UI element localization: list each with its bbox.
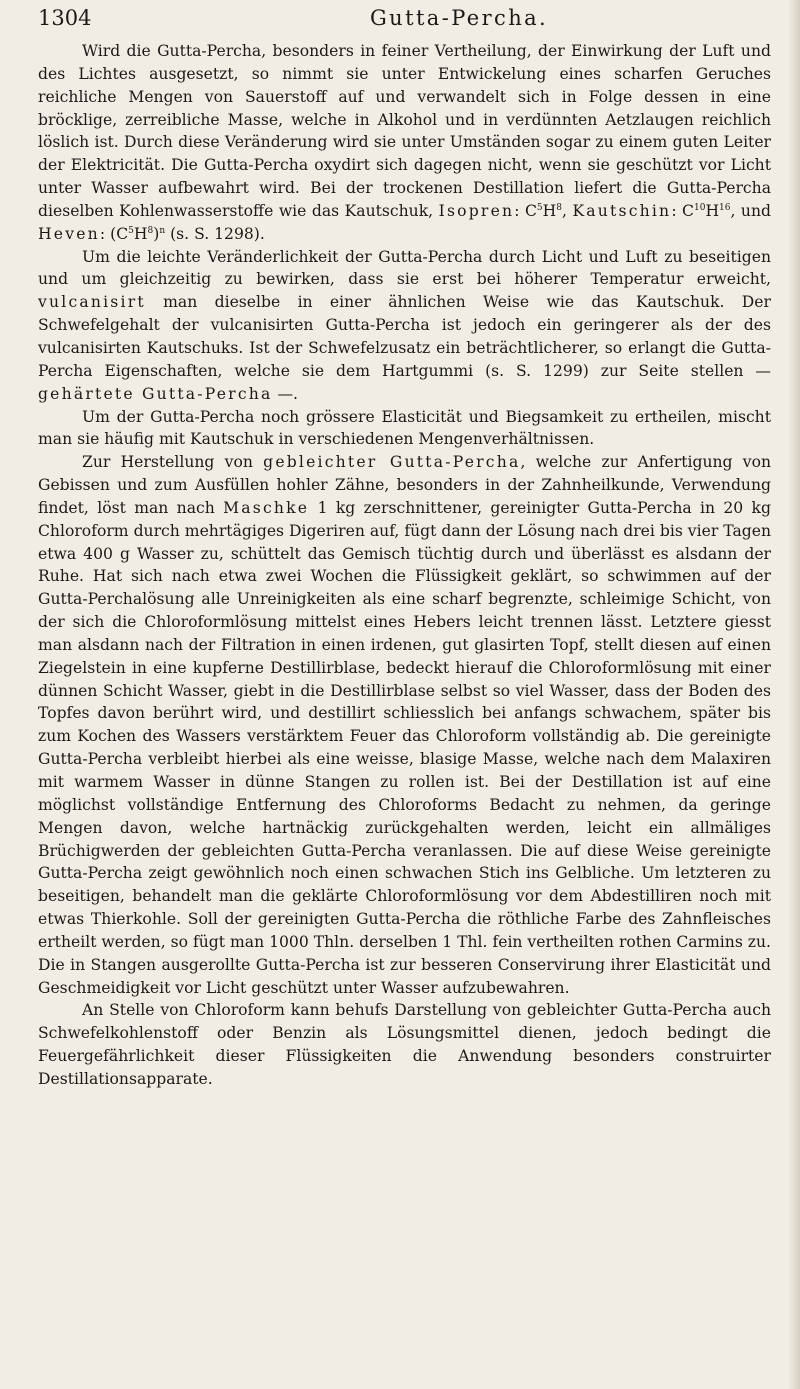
formula-sup: 16 bbox=[719, 202, 731, 213]
paragraph-oxidation bbox=[38, 40, 771, 246]
formula-sup: 10 bbox=[693, 202, 706, 213]
text-run: : C bbox=[671, 201, 694, 220]
body-text bbox=[38, 40, 771, 1091]
text-run: An Stelle von Chloroform kann behufs Darstellung von gebleichter Gutta-Percha auch Schwefelkohlenstoff oder Benzin als Lösungsmittel dienen, jedoch bedingt die Feuergefährlichkeit dieser Flüssigkeiten die Anwendung besonders construirter Destillationsapparate. bbox=[38, 1001, 771, 1088]
text-run: , welche zur Anfertigung von Gebissen und zum Ausfüllen hohler Zähne, besonders in der Zahnheilkunde, Verwendung findet, löst man nach bbox=[38, 453, 772, 517]
formula-sup: 8 bbox=[147, 225, 154, 236]
text-run: Zur Herstellung von bbox=[82, 453, 264, 472]
paragraph-elasticity bbox=[38, 406, 771, 452]
paragraph-vulcanisation bbox=[38, 246, 771, 406]
term-gehaertete-gutta-percha: gehärtete Gutta-Percha bbox=[38, 384, 273, 403]
text-run: 1 kg zerschnittener, gereinigter Gutta-Percha in 20 kg Chloroform durch mehrtägiges Digeriren auf, fügt dann der Lösung nach drei bis vier Tagen etwa 400 g Wasser zu, schüttelt das Gemisch tüchtig durch und überlässt es alsdann der Ruhe. Hat sich nach etwa zwei Wochen die Flüssigkeit geklärt, so schwimmen auf der Gutta-Perchalösung alle Unreinigkeiten als eine scharf begrenzte, schleimige Schicht, von der sich die Chloroformlösung mittelst eines Hebers leicht trennen lässt. Letztere giesst man alsdann nach der Filtration in einen irdenen, gut glasirten Topf, stellt diesen auf einen Ziegelstein in eine kupferne Destillirblase, bedeckt hierauf die Chloroformlösung mit einer dünnen Schicht Wasser, giebt in die Destillirblase selbst so viel Wasser, dass der Boden des Topfes davon berührt wird, und destillirt schliesslich bei anfangs schwachem, später bis zum Kochen des Wassers verstärktem Feuer das Chloroform vollständig ab. Die gereinigte Gutta-Percha verbleibt hierbei als eine weisse, blasige Masse, welche nach dem Malaxiren mit warmem Wasser in dünne Stangen zu rollen ist. Bei der Destillation ist auf eine möglichst vollständige Entfernung des Chloroforms Bedacht zu nehmen, da geringe Mengen davon, welche hartnäckig zurückgehalten werden, leicht ein allmäliges Brüchigwerden der gebleichten Gutta-Percha veranlassen. Die auf diese Weise gereinigte Gutta-Percha zeigt gewöhnlich noch einen schwachen Stich ins Gelbliche. Um letzteren zu beseitigen, behandelt man die geklärte Chloroformlösung vor dem Abdestilliren noch mit etwas Thierkohle. Soll der gereinigten Gutta-Percha die röthliche Farbe des Zahnfleisches ertheilt werden, so fügt man 1000 Thln. derselben 1 Thl. fein vertheilten rothen Carmins zu. Die in Stangen ausgerollte Gutta-Percha ist zur besseren Conservirung ihrer Elasticität und Geschmeidigkeit vor Licht geschützt unter Wasser aufzubewahren. bbox=[38, 498, 771, 997]
text-run: : (C bbox=[99, 224, 129, 243]
text-run: Wird die Gutta-Percha, besonders in feiner Vertheilung, der Einwirkung der Luft und des Lichtes ausgesetzt, so nimmt sie unter Entwickelung eines scharfen Geruches reichliche Mengen von Sauerstoff auf und verwandelt sich in Folge dessen in eine bröcklige, zerreibliche Masse, welche in Alkohol und in verdünnten Aetzlaugen reichlich löslich ist. Durch diese Veränderung wird sie unter Umständen sogar zu einem guten Leiter der Elektricität. Die Gutta-Percha oxydirt sich dagegen nicht, wenn sie geschützt vor Licht unter Wasser aufbewahrt wird. Bei der trockenen Destillation liefert die Gutta-Percha dieselben Kohlenwasserstoffe wie das Kautschuk, bbox=[38, 42, 771, 220]
formula-sup: 8 bbox=[556, 202, 562, 213]
text-run: H bbox=[133, 224, 148, 243]
paragraph-bleaching bbox=[38, 451, 771, 999]
formula-sup: n bbox=[159, 225, 166, 236]
text-run: man dieselbe in einer ähnlichen Weise wie das Kautschuk. Der Schwefelgehalt der vulcanisirten Gutta-Percha ist jedoch ein geringerer als der des vulcanisirten Kautschuks. Ist der Schwefelzusatz ein beträchtlicherer, so erlangt die Gutta-Percha Eigenschaften, welche sie dem Hartgummi (s. S. 1299) zur Seite stellen — bbox=[38, 293, 771, 380]
author-maschke: Maschke bbox=[223, 498, 310, 517]
running-head: Gutta-Percha. bbox=[370, 6, 549, 30]
formula-sup: 5 bbox=[128, 225, 134, 236]
term-vulcanisirt: vulcanisirt bbox=[38, 293, 146, 312]
book-page bbox=[38, 0, 783, 1088]
paragraph-solvents bbox=[38, 999, 771, 1090]
text-run: ) bbox=[153, 224, 160, 243]
text-run: (s. S. 1298). bbox=[165, 224, 265, 243]
formula-sup: 5 bbox=[536, 202, 543, 213]
text-run: Um die leichte Veränderlichkeit der Gutta-Percha durch Licht und Luft zu beseitigen und um gleichzeitig zu bewirken, dass sie erst bei höherer Temperatur erweicht, bbox=[38, 247, 771, 289]
text-run: Um der Gutta-Percha noch grössere Elasticität und Biegsamkeit zu ertheilen, mischt man sie häufig mit Kautschuk in verschiedenen Mengenverhältnissen. bbox=[38, 407, 771, 449]
term-isopren: Isopren bbox=[438, 201, 515, 220]
text-run: H bbox=[705, 201, 720, 220]
page-edge-shadow bbox=[788, 0, 800, 1389]
page-number: 1304 bbox=[38, 6, 92, 30]
text-run: , bbox=[562, 201, 573, 220]
page-header bbox=[38, 0, 783, 38]
term-kautschin: Kautschin bbox=[572, 201, 672, 220]
text-run: —. bbox=[272, 384, 299, 403]
text-run: H bbox=[542, 201, 557, 220]
term-gebleichter-gutta-percha: gebleichter Gutta-Percha bbox=[263, 453, 521, 472]
text-run: : C bbox=[514, 201, 537, 220]
term-heven: Heven bbox=[38, 224, 100, 243]
text-run: , und bbox=[730, 201, 771, 220]
